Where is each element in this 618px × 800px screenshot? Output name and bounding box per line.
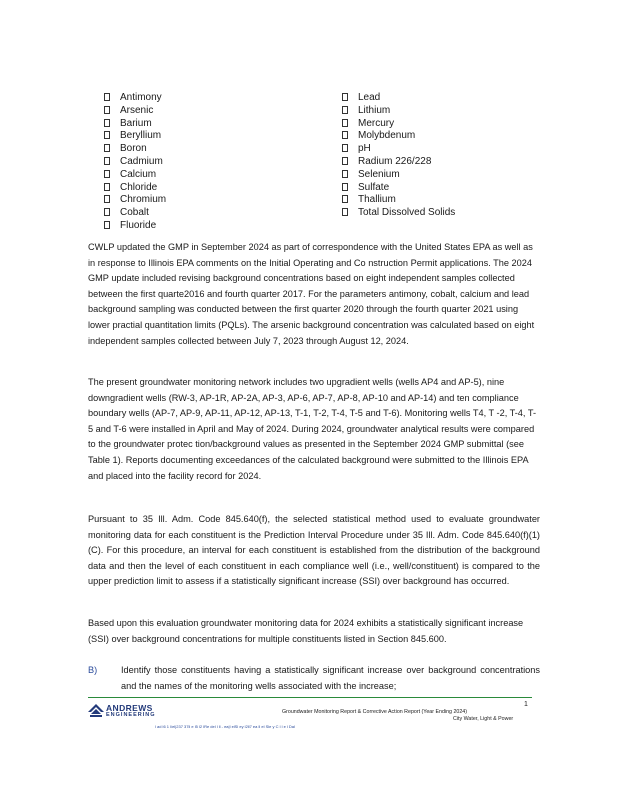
constituent-item — [342, 130, 455, 143]
bullet-icon — [104, 144, 110, 152]
logo-mark-icon — [88, 704, 104, 718]
constituent-label: pH — [358, 143, 371, 155]
logo-wordmark: ANDREWS — [106, 703, 153, 713]
constituent-label: Lithium — [358, 104, 391, 116]
bullet-icon — [342, 119, 348, 127]
constituent-label: Boron — [120, 143, 147, 155]
constituent-label: Sulfate — [358, 181, 390, 193]
andrews-engineering-logo — [88, 703, 168, 719]
constituent-item — [342, 92, 455, 105]
bullet-icon — [342, 131, 348, 139]
bullet-icon — [342, 157, 348, 165]
bullet-icon — [104, 106, 110, 114]
bullet-icon — [342, 183, 348, 191]
bullet-icon — [104, 221, 110, 229]
constituent-item — [104, 207, 166, 220]
constituent-item — [342, 207, 455, 220]
constituent-label: Calcium — [120, 168, 157, 180]
bullet-icon — [342, 93, 348, 101]
paragraph-evaluation-result: Based upon this evaluation groundwater monitoring data for 2024 exhibits a statistically significant increase (SSI) over background concentrations for multiple constituents listed in Section 845.600. — [88, 618, 524, 644]
constituent-label: Antimony — [120, 92, 162, 103]
paragraph-monitoring-network: The present groundwater monitoring network includes two upgradient wells (wells AP4 and AP-5), nine downgradient wells (RW-3, AP-1R, AP-2A, AP-3, AP-6, AP-7, AP-8, AP-10 and AP-14) and ten compliance boundary wells (AP-7, AP-9, AP-11, AP-12, AP-13, T-1, T-2, T-4, T-5 and T-6). Monitoring wells T4, T -2, T-4, T-5 and T-6 were installed in April and May of 2024. During 2024, groundwater analytical results were compared to the groundwater protec tion/background values as presented in the September 2024 GMP submittal (see Table 1). Reports documenting exceedances of the calculated background were submitted to the Illinois EPA and placed into the facility record for 2024. — [88, 377, 537, 481]
constituent-label: Fluoride — [120, 219, 157, 231]
bullet-icon — [104, 93, 110, 101]
constituent-item — [104, 169, 166, 182]
constituent-column-right — [342, 92, 455, 220]
constituent-label: Chloride — [120, 181, 158, 193]
constituent-item — [104, 130, 166, 143]
bullet-icon — [342, 106, 348, 114]
bullet-icon — [342, 144, 348, 152]
footer-contact-info: l ad l6 1 l/el|237 37ll e l5 l2 lRe del l ll - ea|l elSl ey l2ll7 ea ll el Sle y C l l e l Dal — [155, 724, 295, 729]
bullet-icon — [104, 195, 110, 203]
constituent-item — [104, 156, 166, 169]
constituent-item — [104, 92, 166, 105]
constituent-label: Selenium — [358, 168, 400, 180]
constituent-item — [104, 118, 166, 131]
constituent-item — [342, 169, 455, 182]
constituent-label: Chromium — [120, 194, 167, 206]
footer-rule — [88, 697, 532, 698]
constituent-item — [104, 105, 166, 118]
constituent-item — [342, 143, 455, 156]
logo-subtitle: ENGINEERING — [106, 712, 156, 718]
footer-client-name: City Water, Light & Power — [453, 716, 514, 722]
constituent-item — [104, 182, 166, 195]
constituent-label: Lead — [358, 92, 381, 103]
constituent-item — [104, 220, 166, 233]
constituent-label: Total Dissolved Solids — [358, 207, 456, 219]
constituent-label: Cobalt — [120, 207, 149, 219]
constituent-label: Barium — [120, 117, 152, 129]
constituent-label: Cadmium — [120, 155, 163, 167]
constituent-column-left — [104, 92, 166, 233]
bullet-icon — [342, 208, 348, 216]
paragraph-gmp-update: CWLP updated the GMP in September 2024 as part of correspondence with the United States EPA as well as in response to Illinois EPA comments on the Initial Operating and Co nstruction Permit applications. The 2024 GMP update included revising background concentrations based on eight independent samples collected between the first quarte2016 and fourth quarter 2017. For the parameters antimony, cobalt, calcium and lead background sampling was conducted between the first quarter 2020 through the fourth quarter 2021 using lower practial quantitation limits (PQLs). The arsenic background concentration was calculated based on eight independent samples collected between July 7, 2023 through August 12, 2024. — [88, 242, 535, 346]
item-text: Identify those constituents having a statistically significant increase over background concentrations and the names of the monitoring wells associated with the increase; — [121, 665, 540, 691]
bullet-icon — [104, 119, 110, 127]
constituent-item — [104, 194, 166, 207]
constituent-item — [104, 143, 166, 156]
constituent-label: Mercury — [358, 117, 395, 129]
constituent-item — [342, 194, 455, 207]
constituent-label: Thallium — [358, 194, 396, 206]
constituent-item — [342, 182, 455, 195]
constituent-label: Beryllium — [120, 130, 162, 142]
constituent-item — [342, 105, 455, 118]
bullet-icon — [104, 208, 110, 216]
bullet-icon — [104, 131, 110, 139]
bullet-icon — [104, 183, 110, 191]
bullet-icon — [104, 170, 110, 178]
constituent-item — [342, 118, 455, 131]
bullet-icon — [342, 170, 348, 178]
page-number: 1 — [524, 701, 528, 708]
bullet-icon — [342, 195, 348, 203]
constituent-label: Arsenic — [120, 104, 154, 116]
constituent-label: Molybdenum — [358, 130, 416, 142]
requirement-item-b — [88, 663, 540, 694]
footer-report-title: Groundwater Monitoring Report & Corrective Action Report (Year Ending 2024) — [282, 709, 467, 715]
item-marker: B) — [88, 665, 98, 675]
constituent-item — [342, 156, 455, 169]
paragraph-statistical-method: Pursuant to 35 Ill. Adm. Code 845.640(f), the selected statistical method used to evaluate groundwater monitoring data for each constituent is the Prediction Interval Procedure under 35 Ill. Adm. Code 845.640(f)(1)(C). For this procedure, an interval for each constituent is established from the distribution of the background data and then the level of each constituent in each compliance well (i.e., well/constituent) is compared to the upper prediction limit to assess if a statistically significant increase (SSI) over background has occurred. — [88, 514, 540, 587]
bullet-icon — [104, 157, 110, 165]
constituent-label: Radium 226/228 — [358, 155, 432, 167]
